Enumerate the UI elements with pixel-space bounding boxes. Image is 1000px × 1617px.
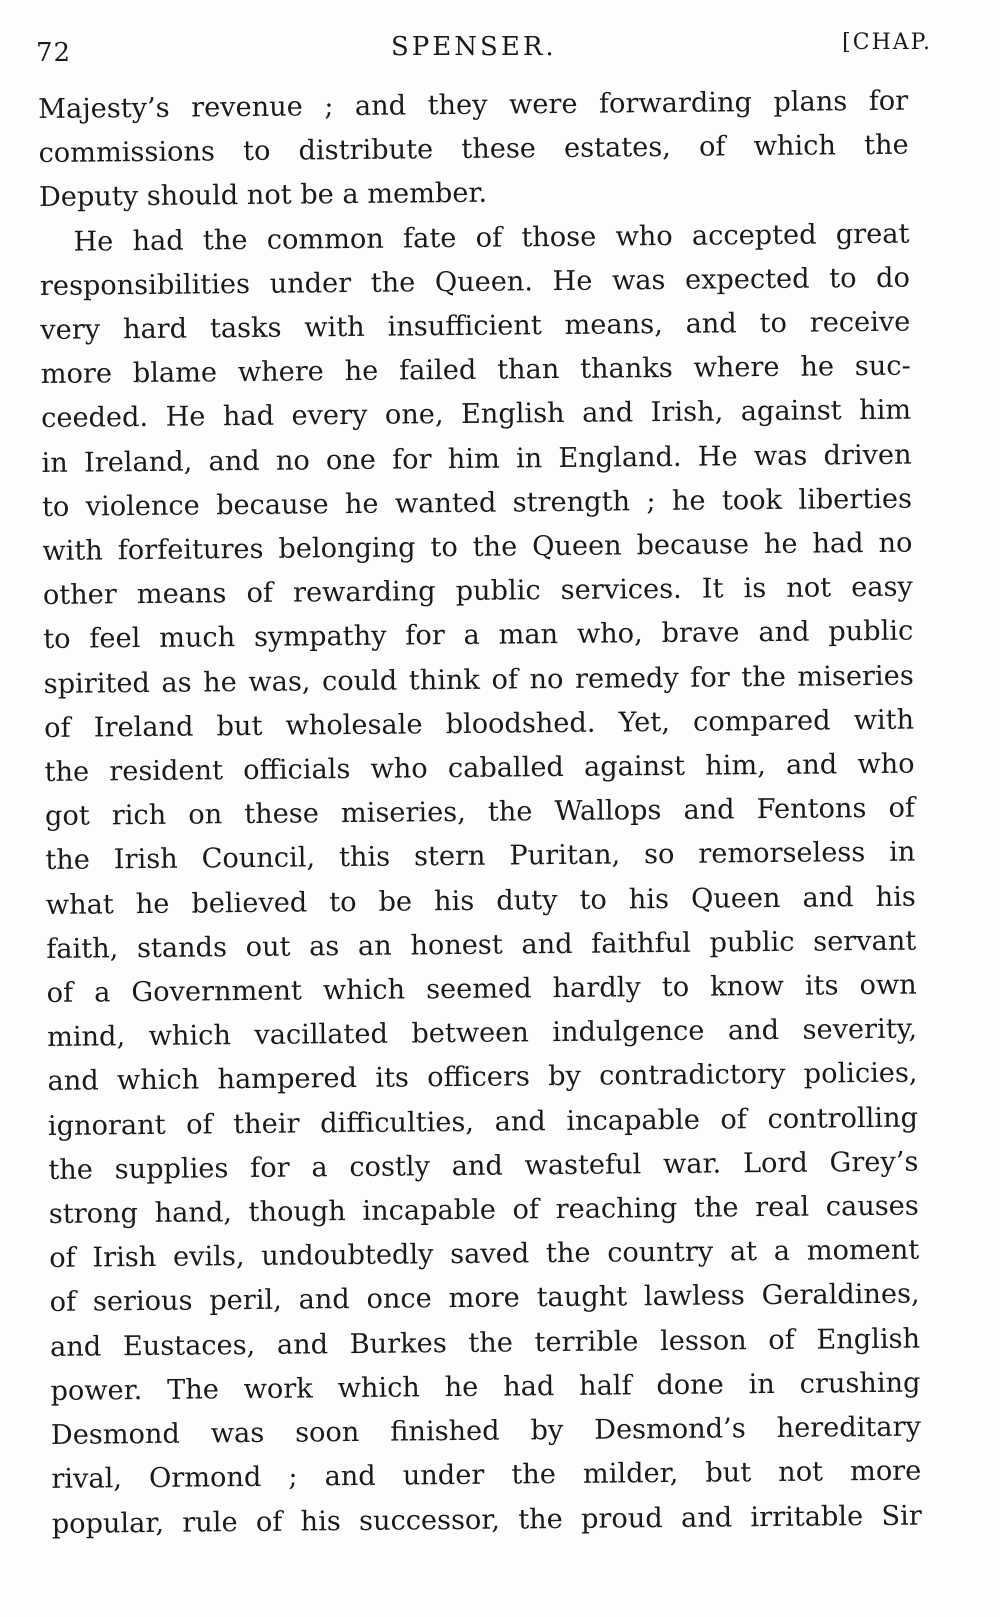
text-line: and Eustaces, and Burkes the terrible lesson of English: [49, 1323, 921, 1363]
text-line: got rich on these miseries, the Wallops and Fentons of: [44, 792, 916, 833]
text-line: of a Government which seemed hardly to know its own: [46, 969, 917, 1010]
text-line: strong hand, though incapable of reaching the real causes: [48, 1190, 919, 1231]
text-line: more blame where he failed than thanks where he suc-: [40, 350, 911, 391]
text-line: what he believed to be his duty to his Queen and his: [45, 881, 916, 921]
text-line: of Ireland but wholesale bloodshed. Yet, compared with: [43, 704, 915, 744]
text-line: to feel much sympathy for a man who, brave and public: [43, 616, 914, 656]
text-line: of serious peril, and once more taught lawless Geraldines,: [49, 1279, 920, 1319]
text-line: rival, Ormond ; and under the milder, but not more: [51, 1455, 922, 1496]
text-line: the supplies for a costly and wasteful war. Lord Grey’s: [48, 1146, 919, 1186]
text-line: other means of rewarding public services. It is not easy: [42, 571, 913, 612]
running-title: SPENSER.: [391, 32, 557, 62]
text-line: faith, stands out as an honest and faithful public servant: [46, 925, 917, 965]
text-line: Deputy should not be a member.: [38, 178, 488, 214]
text-line: ceeded. He had every one, English and Irish, against him: [41, 395, 912, 435]
page-number: 72: [36, 38, 72, 68]
text-line: very hard tasks with insufficient means, and to receive: [40, 306, 911, 347]
text-line: commissions to distribute these estates, of which the: [38, 129, 909, 170]
text-line: He had the common fate of those who accepted great: [73, 218, 910, 258]
text-line: spirited as he was, could think of no remedy for the miseries: [43, 660, 914, 700]
text-line: the Irish Council, this stern Puritan, so remorseless in: [45, 837, 916, 877]
text-line: the resident officials who caballed against him, and who: [44, 748, 915, 789]
page-header: [36, 30, 936, 70]
text-line: in Ireland, and no one for him in England. He was driven: [41, 439, 912, 479]
text-line: of Irish evils, undoubtedly saved the country at a moment: [49, 1234, 920, 1275]
text-line: ignorant of their difficulties, and incapable of controlling: [47, 1102, 919, 1142]
chapter-marker: [CHAP.: [842, 30, 932, 55]
text-line: mind, which vacillated between indulgence and severity,: [46, 1013, 918, 1054]
text-line: and which hampered its officers by contradictory policies,: [47, 1058, 918, 1098]
text-line: Majesty’s revenue ; and they were forwarding plans for: [38, 85, 909, 125]
text-line: power. The work which he had half done in crushing: [50, 1367, 921, 1407]
body-text: [38, 80, 922, 1547]
text-line: responsibilities under the Queen. He was expected to do: [39, 262, 911, 302]
text-line: popular, rule of his successor, the proud and irritable Sir: [51, 1500, 922, 1540]
text-line: with forfeitures belonging to the Queen because he had no: [42, 527, 913, 568]
text-line: Desmond was soon finished by Desmond’s hereditary: [50, 1411, 922, 1452]
text-line: to violence because he wanted strength ; he took liberties: [41, 483, 913, 523]
